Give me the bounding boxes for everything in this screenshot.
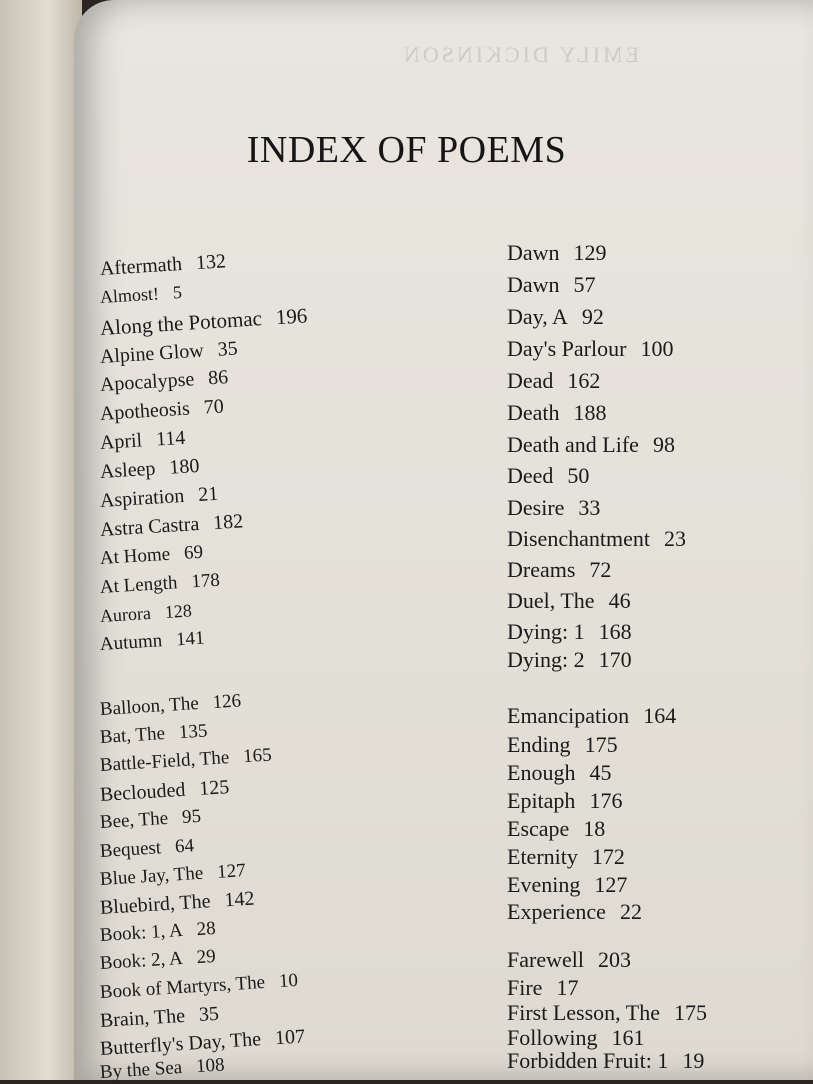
poem-title: Dead [507,368,554,393]
poem-title: Enough [507,760,576,785]
poem-title: Dying: 2 [507,647,585,672]
poem-title: Apocalypse [99,368,195,396]
poem-title: Asleep [99,457,157,483]
poem-title: Duel, The [507,588,595,613]
page-number: 178 [190,569,221,593]
index-entry [507,526,686,552]
page-number: 95 [181,805,202,828]
poem-title: Evening [507,872,581,897]
poem-title: Book: 2, A [99,947,184,974]
page-number: 5 [172,282,183,303]
poem-title: Book of Martyrs, The [99,971,266,1003]
poem-title: Fire [507,975,543,1000]
page-title: INDEX OF POEMS [246,129,567,171]
index-entry [507,1000,707,1026]
index-entry [507,732,618,758]
page-number: 172 [591,844,625,869]
page-number: 50 [567,463,590,488]
index-entry [507,947,631,973]
poem-title: First Lesson, The [507,1000,660,1025]
poem-title: Apotheosis [99,397,191,425]
page-number: 100 [640,336,674,361]
index-entry [507,1048,704,1074]
poem-title: Bequest [99,837,162,862]
poem-title: April [99,429,143,454]
page-number: 127 [216,860,247,883]
page-number: 129 [573,240,607,265]
index-entry [507,619,632,645]
page-number: 35 [198,1002,220,1026]
page-number: 69 [183,541,204,564]
poem-title: Brain, The [99,1004,186,1032]
poem-title: Astra Castra [99,512,200,541]
page-number: 17 [556,975,579,1000]
page-number: 46 [608,588,631,613]
page-number: 196 [275,303,308,330]
page-number: 29 [196,945,217,969]
page-number: 45 [589,760,612,785]
poem-title: Experience [507,899,606,924]
page-number: 22 [619,899,642,924]
page-number: 176 [589,788,623,813]
page-number: 18 [583,816,606,841]
poem-title: Aspiration [99,484,185,512]
page-number: 188 [573,400,607,425]
poem-title: Autumn [99,630,163,655]
page-number: 19 [682,1048,705,1073]
poem-title: Day's Parlour [507,336,627,361]
poem-title: By the Sea [99,1056,183,1083]
index-entry [507,760,611,786]
poem-title: Emancipation [507,703,630,728]
page-number: 128 [164,600,193,623]
page-number: 168 [598,619,632,644]
index-entry [507,272,596,298]
poem-title: Day, A [507,304,568,329]
poem-title: Dying: 1 [507,619,585,644]
page-number: 64 [174,835,195,858]
index-entry [507,400,607,426]
page-number: 70 [203,395,225,419]
poem-title: Forbidden Fruit: 1 [507,1048,669,1073]
index-entry [507,647,632,673]
poem-title: Bluebird, The [99,890,212,919]
poem-title: Disenchantment [507,526,650,551]
poem-title: At Home [99,543,171,569]
poem-title: Along the Potomac [99,306,263,340]
index-entry [507,240,607,266]
running-head-bleedthrough: EMILY DICKINSON [400,42,640,67]
poem-title: Book: 1, A [99,919,184,946]
page-number: 203 [597,947,631,972]
index-entry [507,844,625,870]
poem-title: Balloon, The [99,692,200,720]
poem-title: Following [507,1025,598,1050]
page-number: 72 [589,557,612,582]
page-number: 10 [278,969,299,993]
poem-title: Almost! [99,283,160,307]
page-number: 141 [175,627,206,651]
poem-title: Death and Life [507,432,639,457]
page-number: 132 [195,250,227,275]
poem-title: Farewell [507,947,584,972]
poem-title: Desire [507,495,565,520]
page-number: 175 [673,1000,707,1025]
poem-title: Dreams [507,557,576,582]
index-entry [507,872,627,898]
index-entry [507,495,600,521]
page-number: 28 [196,917,217,941]
page-number: 182 [212,510,244,535]
poem-title: Ending [507,732,571,757]
poem-title: Dawn [507,272,560,297]
index-entry [507,557,611,583]
poem-title: Death [507,400,560,425]
page-number: 126 [211,690,242,714]
page-number: 127 [594,872,628,897]
index-entry [507,304,604,330]
poem-title: Dawn [507,240,560,265]
page-number: 21 [197,482,219,506]
page-number: 165 [242,744,273,768]
page-number: 107 [274,1025,306,1050]
page-number: 142 [223,887,256,912]
poem-title: Blue Jay, The [99,862,204,890]
poem-title: Beclouded [99,778,187,806]
poem-title: Eternity [507,844,578,869]
index-entry [507,336,673,362]
index-entry [507,816,605,842]
page-number: 92 [581,304,604,329]
page-number: 170 [598,647,632,672]
index-entry [507,463,589,489]
poem-title: Aftermath [99,253,183,280]
poem-title: Aurora [99,602,152,626]
poem-title: Epitaph [507,788,576,813]
page-number: 164 [643,703,677,728]
poem-title: Battle-Field, The [99,747,230,776]
page-number: 175 [584,732,618,757]
index-entry [507,788,622,814]
poem-title: Bee, The [99,807,169,833]
page-number: 57 [573,272,596,297]
poem-title: Bat, The [99,723,166,748]
page-number: 161 [611,1025,645,1050]
index-entry [507,899,642,925]
page-number: 23 [663,526,686,551]
page-number: 86 [207,366,229,390]
page-number: 125 [198,776,230,800]
poem-title: At Length [99,572,179,598]
index-entry [507,432,675,458]
page-number: 33 [578,495,601,520]
index-entry [507,588,631,614]
page-number: 114 [155,426,186,451]
index-entry [507,368,600,394]
page-number: 180 [168,454,201,479]
poem-title: Butterfly's Day, The [99,1028,262,1060]
page-number: 98 [652,432,675,457]
poem-title: Deed [507,463,554,488]
page-number: 162 [567,368,601,393]
poem-title: Alpine Glow [99,339,205,368]
page-number: 108 [195,1054,226,1078]
poem-title: Escape [507,816,570,841]
page-number: 35 [216,337,239,361]
page-number: 135 [178,720,209,744]
index-entry [507,975,578,1001]
index-entry [507,703,676,729]
